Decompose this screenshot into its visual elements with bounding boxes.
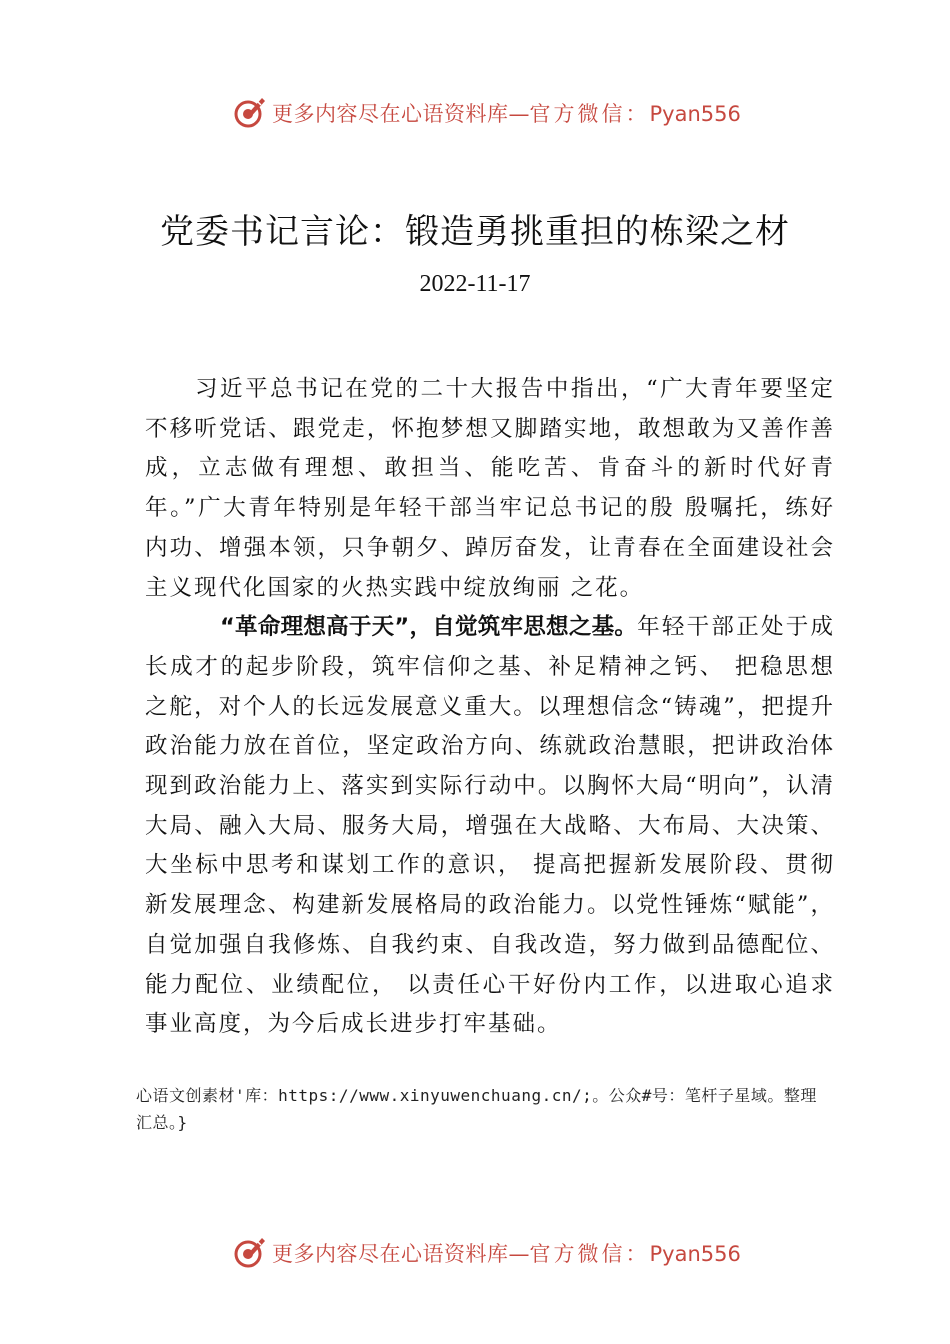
- paragraph-1: 习近平总书记在党的二十大报告中指出，“广大青年要坚定不移听党话、跟党走，怀抱梦想又脚踏实地，敢想敢为又善作善成，立志做有理想、敢担当、能吃苦、肯奋斗的新时代好青年。”广大青年特别是年轻干部当牢记总书记的殷 殷嘱托，练好内功、增强本领，只争朝夕、踔厉奋发，让青春在全面建设社会主义现代化国家的火热实践中绽放绚丽 之花。: [145, 376, 835, 601]
- banner-main-text: 更多内容尽在心语资料库: [272, 1242, 509, 1266]
- article-date: 2022-11-17: [419, 271, 531, 297]
- article-title: 党委书记言论：锻造勇挑重担的栋梁之材: [160, 212, 790, 252]
- banner-wechat-id: Pyan556: [649, 102, 741, 126]
- banner-text: [272, 98, 741, 128]
- banner-wechat-id: Pyan556: [649, 1242, 741, 1266]
- banner-prefix: 官方微信：: [529, 102, 650, 126]
- source-note: 心语文创素材'库：https://www.xinyuwenchuang.cn/;。公众#号：笔杆子星域。整理汇总。}: [136, 1086, 817, 1132]
- article-body: [145, 370, 835, 1045]
- banner-dash: —: [508, 102, 530, 126]
- quill-pen-logo-icon: [232, 1234, 268, 1270]
- paragraph-2: [145, 608, 835, 1045]
- paragraph-2-lead: “革命理想高于天”，自觉筑牢思想之基。: [220, 614, 638, 641]
- banner-main-text: 更多内容尽在心语资料库: [272, 102, 509, 126]
- paragraph-2-body: 年轻干部正处于成长成才的起步阶段，筑牢信仰之基、补足精神之钙、 把稳思想之舵，对个人的长远发展意义重大。以理想信念“铸魂”，把提升政治能力放在首位，坚定政治方向、练就政治慧眼，把讲政治体现到政治能力上、落实到实际行动中。以胸怀大局“明向”，认清大局、融入大局、服务大局，增强在大战略、大布局、大决策、大坐标中思考和谋划工作的意识， 提高把握新发展阶段、贯彻新发展理念、构建新发展格局的政治能力。以党性锤炼“赋能”，自觉加强自我修炼、自我约束、自我改造，努力做到品德配位、能力配位、业绩配位， 以责任心干好份内工作，以进取心追求事业高度，为今后成长进步打牢基础。: [145, 614, 835, 1038]
- banner-dash: —: [508, 1242, 530, 1266]
- footer-banner: [0, 1232, 950, 1272]
- header-banner: [0, 92, 950, 132]
- quill-pen-logo-icon: [232, 94, 268, 130]
- banner-prefix: 官方微信：: [529, 1242, 650, 1266]
- banner-text: [272, 1238, 741, 1268]
